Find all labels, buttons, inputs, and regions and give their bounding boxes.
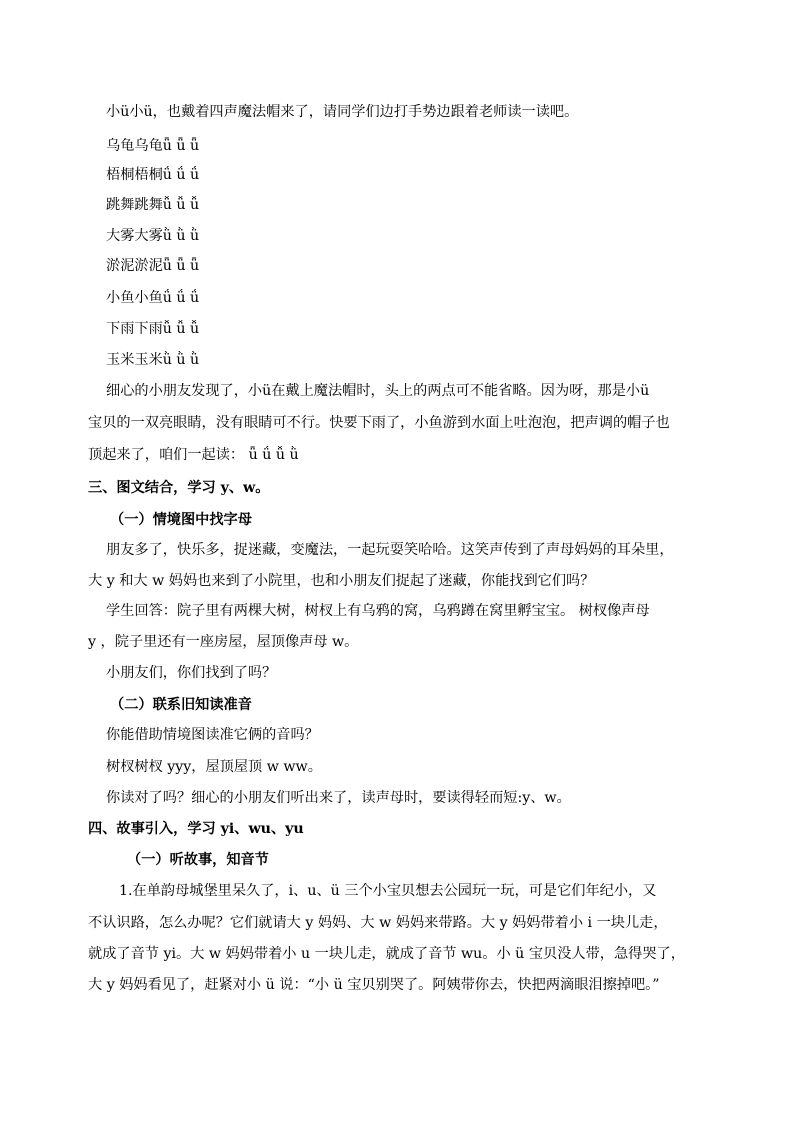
- practice-line-8: 玉米玉米ǜ ǜ ǜ: [106, 352, 200, 368]
- practice-line-3: 跳舞跳舞ǚ ǚ ǚ: [106, 197, 200, 213]
- subsection-heading: （一）情境图中找字母: [110, 512, 252, 528]
- paragraph-line: 就成了音节 yi。大 w 妈妈带着小 u 一块儿走，就成了音节 wu。小 ü 宝贝没人带，急得哭了，: [88, 946, 685, 962]
- practice-line-7: 下雨下雨ǚ ǚ ǚ: [106, 321, 200, 337]
- paragraph-line: 不认识路，怎么办呢？它们就请大 y 妈妈、大 w 妈妈来带路。大 y 妈妈带着小 i 一块儿走，: [88, 915, 668, 931]
- paragraph-line: 大 y 妈妈看见了，赶紧对小 ü 说：“小 ü 宝贝别哭了。阿姨带你去，快把两滴眼泪擦掉吧。”: [88, 977, 660, 993]
- practice-line-2: 梧桐梧桐ǘ ǘ ǘ: [106, 167, 200, 183]
- paragraph-line: 树杈树杈 yyy，屋顶屋顶 w ww。: [106, 759, 322, 775]
- paragraph-line: 顶起来了，咱们一起读： ǖ ǘ ǚ ǜ: [88, 447, 299, 463]
- paragraph-line: 你能借助情境图读准它俩的音吗？: [106, 727, 319, 743]
- section-heading: 三、图文结合，学习 y、w。: [88, 480, 270, 496]
- paragraph-line: 宝贝的一双亮眼睛，没有眼睛可不行。快要下雨了，小鱼游到水面上吐泡泡，把声调的帽子也: [88, 415, 670, 431]
- subsection-heading: （一）听故事，知音节: [127, 852, 269, 868]
- section-heading: 四、故事引入，学习 yi、wu、yu: [88, 821, 304, 837]
- practice-line-4: 大雾大雾ǜ ǜ ǜ: [106, 228, 200, 244]
- practice-line-5: 淤泥淤泥ǖ ǖ ǖ: [106, 258, 200, 274]
- paragraph-line: 学生回答：院子里有两棵大树，树杈上有乌鸦的窝，乌鸦蹲在窝里孵宝宝。 树杈像声母: [106, 603, 650, 619]
- paragraph-line: 1.在单韵母城堡里呆久了，i、u、ü 三个小宝贝想去公园玩一玩，可是它们年纪小，又: [119, 883, 657, 899]
- practice-line-1: 乌龟乌龟ǖ ǖ ǖ: [106, 138, 200, 154]
- paragraph-line: 你读对了吗？细心的小朋友们听出来了，读声母时，要读得轻而短:y、w。: [106, 790, 571, 806]
- subsection-heading: （二）联系旧知读准音: [110, 697, 252, 713]
- paragraph-line: 小朋友们，你们找到了吗？: [106, 665, 277, 681]
- paragraph-line: 大 y 和大 w 妈妈也来到了小院里，也和小朋友们捉起了迷藏，你能找到它们吗？: [88, 573, 595, 589]
- paragraph-line: 朋友多了，快乐多，捉迷藏，变魔法，一起玩耍笑哈哈。这笑声传到了声母妈妈的耳朵里，: [106, 542, 674, 558]
- paragraph-line: y ，院子里还有一座房屋，屋顶像声母 w。: [88, 634, 359, 650]
- paragraph-intro: 小ü小ü，也戴着四声魔法帽来了，请同学们边打手势边跟着老师读一读吧。: [106, 104, 579, 120]
- practice-line-6: 小鱼小鱼ǘ ǘ ǘ: [106, 290, 200, 306]
- paragraph-line: 细心的小朋友发现了，小ü在戴上魔法帽时，头上的两点可不能省略。因为呀，那是小ü: [106, 383, 650, 399]
